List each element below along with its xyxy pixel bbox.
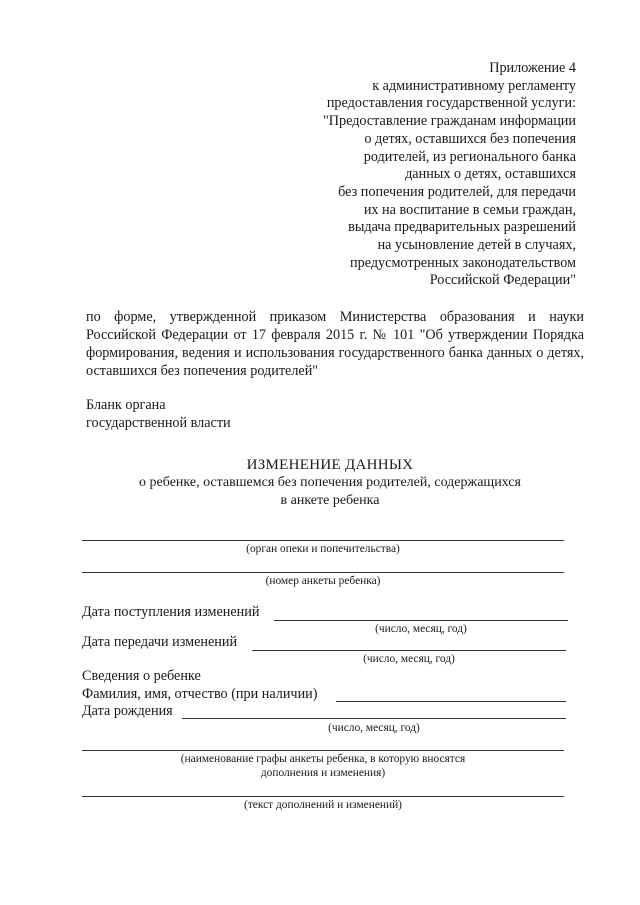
appendix-line: без попечения родителей, для передачи (338, 183, 576, 200)
receipt-date-label: Дата поступления изменений (82, 604, 260, 620)
changes-text-caption: (текст дополнений и изменений) (244, 799, 402, 811)
letterhead-line: государственной власти (86, 415, 231, 431)
birth-date-field-line[interactable] (182, 718, 566, 719)
full-name-label: Фамилия, имя, отчество (при наличии) (82, 686, 318, 702)
card-number-caption: (номер анкеты ребенка) (265, 575, 381, 587)
appendix-line: к административному регламенту (372, 77, 576, 94)
appendix-line: их на воспитание в семьи граждан, (363, 201, 576, 218)
appendix-line: о детях, оставшихся без попечения (364, 130, 576, 147)
card-number-field-line[interactable] (82, 572, 564, 573)
changes-text-field-line[interactable] (82, 796, 564, 797)
appendix-line: родителей, из регионального банка (363, 148, 576, 165)
section-name-caption-cont: дополнения и изменения) (260, 767, 386, 779)
transfer-date-label: Дата передачи изменений (82, 634, 238, 650)
section-name-caption: (наименование графы анкеты ребенка, в которую вносятся (180, 753, 466, 765)
section-name-field-line[interactable] (82, 750, 564, 751)
receipt-date-field-line[interactable] (274, 620, 568, 621)
birth-date-label: Дата рождения (82, 703, 173, 719)
appendix-header (290, 60, 576, 290)
appendix-line: "Предоставление гражданам информации (322, 113, 576, 130)
receipt-date-caption: (число, месяц, год) (375, 623, 467, 635)
appendix-line: предусмотренных законодательством (350, 254, 576, 271)
guardianship-field-line[interactable] (82, 540, 564, 541)
title-subtitle: в анкете ребенка (280, 493, 380, 508)
transfer-date-field-line[interactable] (252, 650, 566, 651)
appendix-line: выдача предварительных разрешений (348, 219, 576, 236)
letterhead-line: Бланк органа (86, 397, 166, 413)
transfer-date-caption: (число, месяц, год) (363, 653, 455, 665)
form-basis-paragraph: по форме, утвержденной приказом Министерства образования и науки Российской Федерации от 17 февраля 2015 г. № 101 "Об утверждении Порядка формирования, ведения и использования государственного банка данных о детях, оставшихся без попечения родителей" (86, 309, 584, 379)
child-info-label: Сведения о ребенке (82, 668, 201, 684)
appendix-line: Российской Федерации" (429, 272, 576, 289)
appendix-line: на усыновление детей в случаях, (377, 237, 576, 254)
guardianship-caption: (орган опеки и попечительства) (246, 543, 400, 555)
document-title (80, 456, 580, 510)
full-name-field-line[interactable] (336, 701, 566, 702)
title-main: ИЗМЕНЕНИЕ ДАННЫХ (246, 457, 414, 473)
authority-letterhead (86, 396, 231, 432)
title-subtitle: о ребенке, оставшемся без попечения родителей, содержащихся (139, 475, 521, 490)
appendix-line: Приложение 4 (489, 60, 576, 76)
appendix-line: предоставления государственной услуги: (326, 95, 576, 112)
birth-date-caption: (число, месяц, год) (328, 722, 420, 734)
appendix-line: данных о детях, оставшихся (405, 166, 576, 183)
